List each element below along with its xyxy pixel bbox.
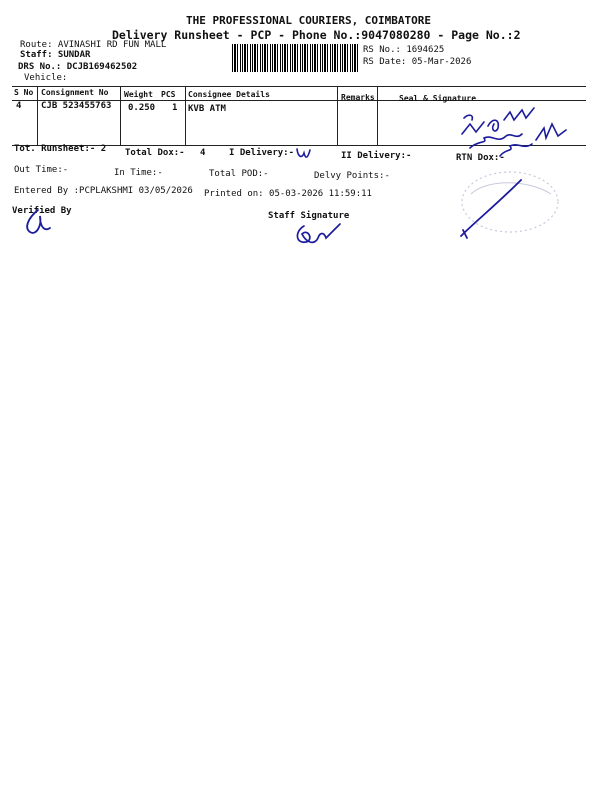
signature-stroke-icon xyxy=(455,170,535,250)
route-label: Route: AVINASHI RD FUN MALL xyxy=(20,40,167,50)
in-time-label: In Time:- xyxy=(114,168,163,178)
entered-by: Entered By :PCPLAKSHMI 03/05/2026 xyxy=(14,186,193,196)
rs-number: RS No.: 1694625 xyxy=(363,45,445,55)
tot-runsheet: Tot. Runsheet:- 2 xyxy=(14,144,107,154)
cell-pcs: 1 xyxy=(172,103,178,113)
i-delivery-label: I Delivery:- xyxy=(229,148,295,158)
rtn-dox-label: RTN Dox:- xyxy=(456,153,505,163)
total-dox-value: 4 xyxy=(200,148,206,158)
col-divider xyxy=(120,86,121,145)
col-divider xyxy=(337,86,338,145)
table-top-border xyxy=(12,86,586,87)
verifier-signature-icon xyxy=(18,206,58,240)
cell-weight: 0.250 xyxy=(128,103,156,113)
total-dox-label: Total Dox:- xyxy=(125,148,185,158)
cell-sno: 4 xyxy=(16,101,22,111)
cell-consignee: KVB ATM xyxy=(188,104,226,114)
company-title: THE PROFESSIONAL COURIERS, COIMBATORE xyxy=(186,14,432,27)
delivery-points-label: Delvy Points:- xyxy=(314,171,390,181)
col-divider xyxy=(37,86,38,145)
col-header-weight: Weight xyxy=(124,90,153,99)
col-header-consignment: Consignment No xyxy=(41,88,109,97)
ii-delivery-label: II Delivery:- xyxy=(341,151,412,161)
col-header-pcs: PCS xyxy=(161,90,176,99)
col-header-remarks: Remarks xyxy=(341,93,375,102)
verified-by-label: Verified By xyxy=(12,206,72,216)
handwritten-delivery-note-icon xyxy=(440,100,580,160)
col-divider xyxy=(185,86,186,145)
col-header-consignee: Consignee Details xyxy=(188,90,270,99)
handwritten-mark-icon xyxy=(294,145,314,163)
staff-signature-label: Staff Signature xyxy=(268,211,350,221)
out-time-label: Out Time:- xyxy=(14,165,69,175)
col-header-seal-signature: Seal & Signature xyxy=(399,94,477,103)
staff-label: Staff: SUNDAR xyxy=(20,50,91,60)
rs-date: RS Date: 05-Mar-2026 xyxy=(363,57,472,67)
vehicle-label: Vehicle: xyxy=(24,73,68,83)
staff-signature-icon xyxy=(288,218,348,254)
col-divider xyxy=(377,86,378,145)
col-header-sno: S No xyxy=(14,88,34,97)
runsheet-subtitle: Delivery Runsheet - PCP - Phone No.:9047080280 - Page No.:2 xyxy=(112,28,521,42)
barcode xyxy=(232,44,360,72)
total-pod-label: Total POD:- xyxy=(209,169,269,179)
printed-on: Printed on: 05-03-2026 11:59:11 xyxy=(204,189,372,199)
cell-consignment: CJB 523455763 xyxy=(41,101,112,111)
drs-number: DRS No.: DCJB169462502 xyxy=(18,62,138,72)
